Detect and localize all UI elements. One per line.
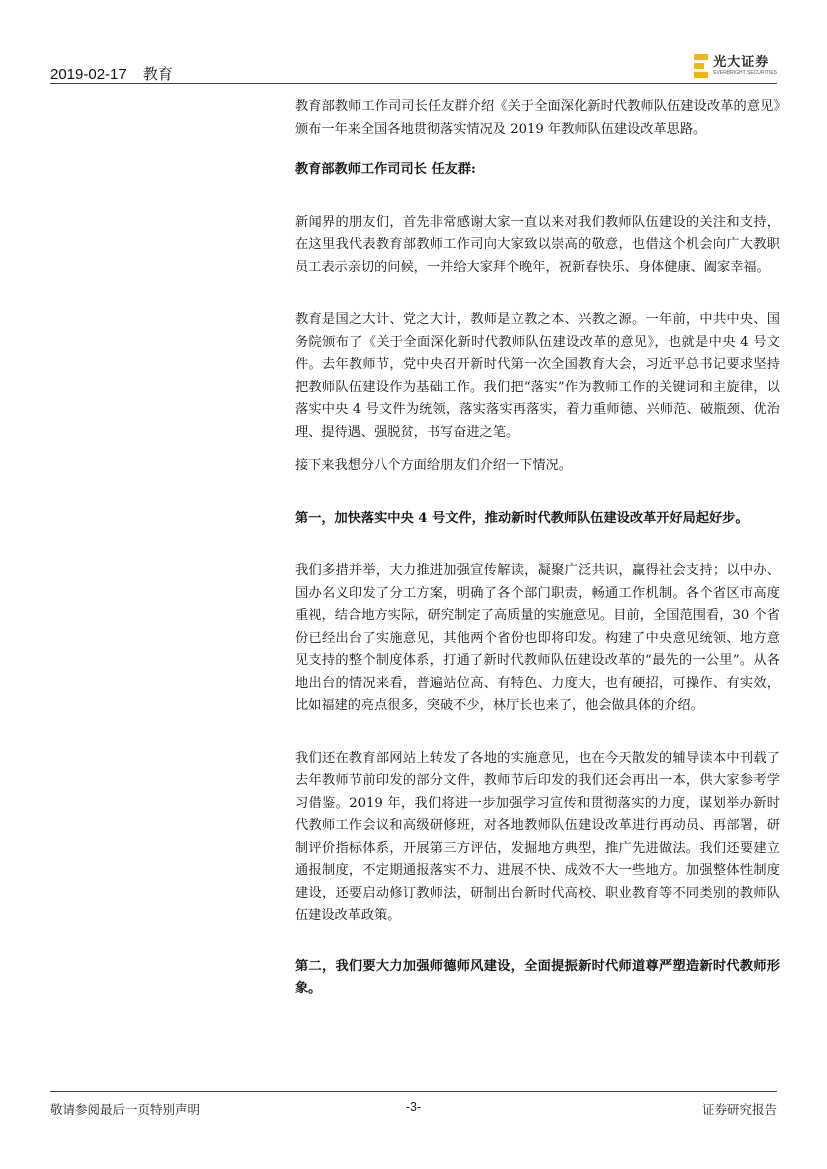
logo-chinese-name: 光大证券 <box>713 55 770 70</box>
everbright-logo <box>694 53 777 79</box>
paragraph-overview: 教育是国之大计、党之大计，教师是立教之本、兴教之源。一年前，中共中央、国务院颁布了《关于全面深化新时代教师队伍建设改革的意见》，也就是中央 4 号文件。去年教师节，党中央召开新时代第一次全国教育大会，习近平总书记要求坚持把教师队伍建设作为基础工作。我们把“落实”作为教师工作的关键词和主旋律，以落实中央 4 号文件为统领，落实落实再落实，着力重师德、兴师范、破瓶颈、优治理、提待遇、强脱贫，书写奋进之笔。 <box>295 312 780 440</box>
report-date: 2019-02-17 <box>50 66 127 83</box>
section-heading-1: 第一，加快落实中央 4 号文件，推动新时代教师队伍建设改革开好局起好步。 <box>295 510 749 526</box>
article-body <box>295 96 780 1001</box>
speaker-heading: 教育部教师工作司司长 任友群: <box>295 162 476 177</box>
page-number: -3- <box>405 1100 422 1114</box>
page-header <box>50 50 777 84</box>
section-heading-2: 第二，我们要大力加强师德师风建设，全面提振新时代师道尊严塑造新时代教师形象。 <box>295 958 780 996</box>
footer-report-type: 证券研究报告 <box>701 1103 777 1117</box>
header-meta <box>50 63 173 84</box>
page-footer <box>50 1091 777 1122</box>
paragraph-implementation: 我们多措并举，大力推进加强宣传解读，凝聚广泛共识，赢得社会支持；以中办、国办名义印发了分工方案，明确了各个部门职责，畅通工作机制。各个省区市高度重视，结合地方实际，研究制定了高质量的实施意见。目前，全国范围看，30 个省份已经出台了实施意见，其他两个省份也即将印发。构建了中央意见统领、地方意见支持的整个制度体系，打通了新时代教师队伍建设改革的“最先的一公里”。从各地出台的情况来看，普遍站位高、有特色、力度大，也有硬招，可操作、有实效，比如福建的亮点很多，突破不少，林厅长也来了，他会做具体的介绍。 <box>295 563 780 713</box>
report-category: 教育 <box>142 66 173 83</box>
intro-paragraph: 教育部教师工作司司长任友群介绍《关于全面深化新时代教师队伍建设改革的意见》颁布一年来全国各地贯彻落实情况及 2019 年教师队伍建设改革思路。 <box>295 99 780 137</box>
footer-disclaimer: 敬请参阅最后一页特别声明 <box>50 1103 201 1117</box>
paragraph-transition: 接下来我想分八个方面给朋友们介绍一下情况。 <box>295 458 572 473</box>
paragraph-greeting: 新闻界的朋友们，首先非常感谢大家一直以来对我们教师队伍建设的关注和支持，在这里我代表教育部教师工作司向大家致以崇高的敬意，也借这个机会向广大教职员工表示亲切的问候，一并给大家拜个晚年，祝新春快乐、身体健康、阖家幸福。 <box>295 214 780 275</box>
header-divider <box>50 83 777 84</box>
logo-english-name: EVERBRIGHT SECURITIES <box>713 70 777 76</box>
logo-mark-icon <box>694 54 708 78</box>
paragraph-plans-2019: 我们还在教育部网站上转发了各地的实施意见，也在今天散发的辅导读本中刊载了去年教师节前印发的部分文件，教师节后印发的我们还会再出一本，供大家参考学习借鉴。2019 年，我们将进一步加强学习宣传和贯彻落实的力度，谋划举办新时代教师工作会议和高级研修班，对各地教师队伍建设改革进行再动员、再部署，研制评价指标体系，开展第三方评估，发掘地方典型，推广先进做法。我们还要建立通报制度，不定期通报落实不力、进展不快、成效不大一些地方。加强整体性制度建设，还要启动修订教师法，研制出台新时代高校、职业教育等不同类别的教师队伍建设改革政策。 <box>295 750 780 923</box>
